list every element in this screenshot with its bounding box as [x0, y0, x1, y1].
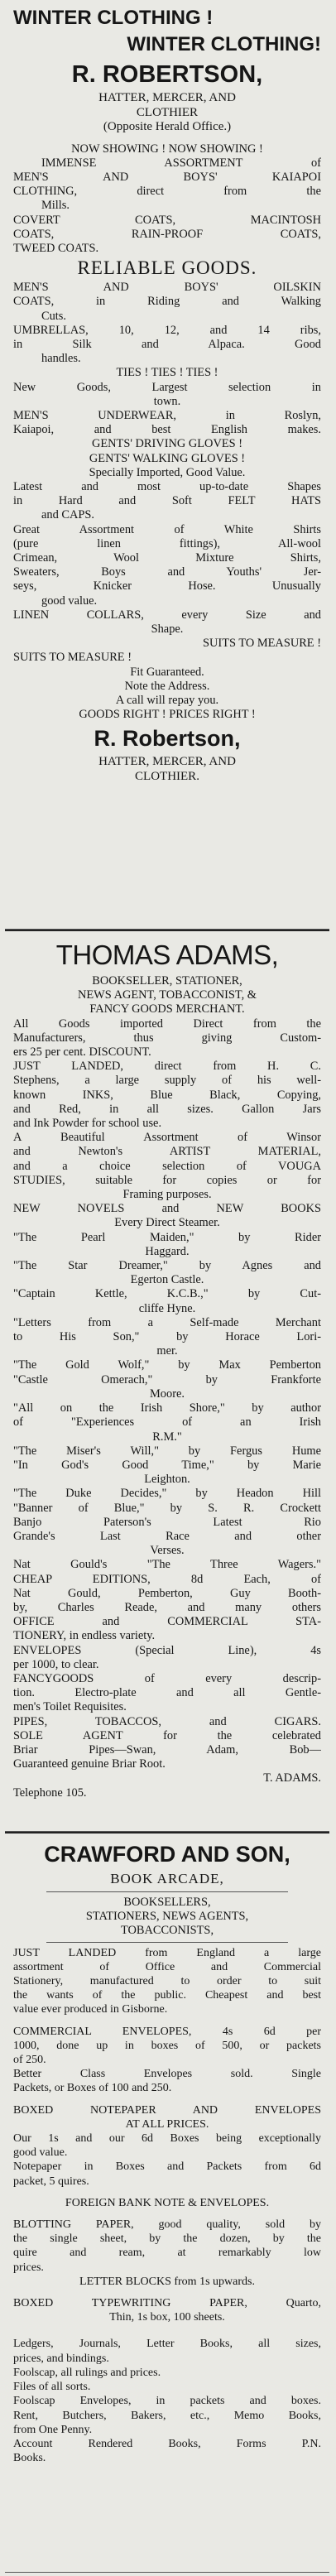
- ad-line: Rent, Butchers, Bakers, etc., Memo Books,: [13, 2409, 321, 2422]
- crawford-advertisement: [5, 1832, 329, 2573]
- ad-line: MEN'S AND BOYS' OILSKIN: [13, 281, 321, 295]
- crawford-tag-1: BOOKSELLERS,: [123, 1896, 211, 1909]
- adams-line: FANCYGOODS of every descrip-: [13, 1671, 321, 1685]
- adams-line: Verses.: [150, 1544, 185, 1558]
- adams-line: men's Toilet Requisites.: [13, 1700, 127, 1714]
- adams-line: Briar Pipes—Swan, Adam, Bob—: [13, 1742, 321, 1757]
- robertson-name-footer: R. Robertson,: [94, 726, 241, 752]
- ad-line: A call will repay you.: [115, 694, 219, 708]
- adams-line: "Captain Kettle, K.C.B.," by Cut-: [13, 1287, 321, 1301]
- adams-line: A Beautiful Assortment of Winsor: [13, 1131, 321, 1145]
- ad-line: Specially Imported, Good Value.: [89, 465, 246, 479]
- ad-line: Packets, or Boxes of 100 and 250.: [13, 2082, 172, 2095]
- adams-line: TIONERY, in endless variety.: [13, 1629, 156, 1643]
- ad-line: GENTS' WALKING GLOVES !: [89, 451, 246, 465]
- adams-line: of "Experiences of an Irish: [13, 1415, 321, 1430]
- ad-line: TWEED COATS.: [13, 241, 99, 255]
- ad-line: Our 1s and our 6d Boxes being exceptionally: [13, 2132, 321, 2146]
- adams-line: R.M.": [152, 1430, 182, 1444]
- ad-line: Sweaters, Boys and Youths' Jer-: [13, 565, 321, 579]
- ad-line: LINEN COLLARS, every Size and: [13, 608, 321, 622]
- ad-line: COMMERCIAL ENVELOPES, 4s 6d per: [13, 2025, 321, 2038]
- ad-line: COATS, in Riding and Walking: [13, 295, 321, 309]
- adams-line: Haggard.: [145, 1244, 190, 1258]
- robertson-name: R. ROBERTSON,: [71, 61, 263, 88]
- adams-line: FANCY GOODS MERCHANT.: [89, 1002, 245, 1016]
- adams-line: JUST LANDED, direct from H. C.: [13, 1060, 321, 1074]
- ad-line: Foolscap, all rulings and prices.: [13, 2366, 161, 2379]
- adams-line: PIPES, TOBACCOS, and CIGARS.: [13, 1714, 321, 1728]
- winter-clothing-heading-1: WINTER CLOTHING !: [13, 7, 214, 29]
- ad-line: FOREIGN BANK NOTE & ENVELOPES.: [65, 2196, 270, 2209]
- ad-line: Better Class Envelopes sold. Single: [13, 2068, 321, 2081]
- robertson-address: (Opposite Herald Office.): [103, 120, 232, 133]
- ad-line: Notepaper in Boxes and Packets from 6d: [13, 2160, 321, 2174]
- ad-line: GOODS RIGHT ! PRICES RIGHT !: [79, 708, 256, 722]
- robertson-trade-2: CLOTHIER: [136, 105, 199, 119]
- adams-line: SOLE AGENT for the celebrated: [13, 1728, 321, 1742]
- adams-line: mer.: [156, 1344, 178, 1358]
- adams-line: "In God's Good Time," by Marie: [13, 1458, 321, 1472]
- ad-line: Kaiapoi, and best English makes.: [13, 423, 321, 437]
- adams-line: Leighton.: [144, 1473, 190, 1487]
- ad-line: MEN'S UNDERWEAR, in Roslyn,: [13, 408, 321, 422]
- adams-line: Manufacturers, thus giving Custom-: [13, 1031, 321, 1045]
- adams-line: and Ink Powder for school use.: [13, 1117, 162, 1131]
- ad-line: BOXED TYPEWRITING PAPER, Quarto,: [13, 2297, 321, 2310]
- reliable-goods-heading: RELIABLE GOODS.: [77, 257, 257, 279]
- adams-line: and Newton's ARTIST MATERIAL,: [13, 1145, 321, 1159]
- adams-line: NEW NOVELS and NEW BOOKS: [13, 1202, 321, 1216]
- ad-line: BLOTTING PAPER, good quality, sold by: [13, 2218, 321, 2232]
- adams-name: THOMAS ADAMS,: [55, 940, 279, 970]
- book-arcade-heading: BOOK ARCADE,: [110, 1871, 224, 1886]
- adams-line: per 1000, to clear.: [13, 1657, 99, 1671]
- ad-line: the wants of the public. Cheapest and best: [13, 1989, 321, 2002]
- adams-line: T. ADAMS.: [263, 1771, 321, 1785]
- ad-line: the single sheet, by the dozen, by the: [13, 2232, 321, 2246]
- adams-line: Nat Gould, Pemberton, Guy Booth-: [13, 1586, 321, 1600]
- ad-line: prices.: [13, 2261, 44, 2274]
- ad-line: Shape.: [151, 622, 184, 636]
- ad-line: Thin, 1s box, 100 sheets.: [109, 2311, 225, 2324]
- adams-line: known INKS, Blue Black, Copying,: [13, 1088, 321, 1102]
- ad-line: Latest and most up-to-date Shapes: [13, 479, 321, 493]
- ad-line: Fit Guaranteed.: [130, 665, 204, 679]
- adams-line: Egerton Castle.: [130, 1273, 204, 1287]
- adams-line: Stephens, a large supply of his well-: [13, 1074, 321, 1088]
- ad-line: New Goods, Largest selection in: [13, 380, 321, 394]
- adams-body: [13, 974, 321, 1800]
- ad-line: in Hard and Soft FELT HATS: [13, 494, 321, 508]
- adams-line: Grande's Last Race and other: [13, 1529, 321, 1543]
- adams-line: "Banner of Blue," by S. R. Crockett: [13, 1501, 321, 1515]
- adams-line: to His Son," by Horace Lori-: [13, 1330, 321, 1344]
- robertson-footer-trade-2: CLOTHIER.: [135, 769, 199, 783]
- ad-line: Books.: [13, 2452, 46, 2465]
- ties-line: TIES ! TIES ! TIES !: [116, 366, 218, 380]
- ad-line: Great Assortment of White Shirts: [13, 522, 321, 536]
- ad-line: Foolscap Envelopes, in packets and boxes.: [13, 2395, 321, 2408]
- ad-line: SUITS TO MEASURE !: [13, 651, 132, 665]
- ad-line: Note the Address.: [124, 679, 210, 693]
- ad-line: SUITS TO MEASURE !: [203, 637, 321, 651]
- ad-line: GENTS' DRIVING GLOVES !: [91, 437, 243, 451]
- ad-line: prices, and bindings.: [13, 2352, 109, 2365]
- adams-line: "The Star Dreamer," by Agnes and: [13, 1259, 321, 1273]
- ad-line: and CAPS.: [41, 508, 94, 522]
- ad-line: COATS, RAIN-PROOF COATS,: [13, 227, 321, 241]
- robertson-trade-1: HATTER, MERCER, AND: [98, 91, 236, 104]
- adams-line: OFFICE and COMMERCIAL STA-: [13, 1615, 321, 1629]
- adams-line: "Castle Omerach," by Frankforte: [13, 1372, 321, 1387]
- ad-line: value ever produced in Gisborne.: [13, 2003, 168, 2016]
- adams-line: BOOKSELLER, STATIONER,: [92, 974, 242, 988]
- ad-line: Cuts.: [41, 309, 66, 323]
- robertson-footer-trade-1: HATTER, MERCER, AND: [98, 755, 236, 769]
- adams-line: "Letters from a Self-made Merchant: [13, 1315, 321, 1329]
- ad-line: assortment of Office and Commercial: [13, 1960, 321, 1973]
- ad-line: Account Rendered Books, Forms P.N.: [13, 2437, 321, 2450]
- ad-line: handles.: [41, 352, 81, 366]
- adams-line: Telephone 105.: [13, 1785, 87, 1800]
- adams-line: Framing purposes.: [122, 1188, 212, 1202]
- ad-line: AT ALL PRICES.: [125, 2117, 209, 2131]
- ad-line: Ledgers, Journals, Letter Books, all sizes,: [13, 2338, 321, 2351]
- robertson-advertisement: [5, 0, 329, 930]
- ad-line: NOW SHOWING ! NOW SHOWING !: [71, 142, 263, 156]
- adams-line: tion. Electro-plate and all Gentle-: [13, 1686, 321, 1700]
- ad-line: town.: [153, 394, 181, 408]
- ad-line: 1000, done up in boxes of 500, or packets: [13, 2039, 321, 2052]
- adams-line: Banjo Paterson's Latest Rio: [13, 1515, 321, 1529]
- ad-line: IMMENSE ASSORTMENT of: [41, 156, 321, 170]
- adams-line: and Red, in all sizes. Gallon Jars: [13, 1102, 321, 1116]
- adams-line: "The Miser's Will," by Fergus Hume: [13, 1444, 321, 1458]
- adams-line: cliffe Hyne.: [138, 1301, 196, 1315]
- adams-line: Guaranteed genuine Briar Root.: [13, 1757, 166, 1771]
- adams-line: "The Duke Decides," by Headon Hill: [13, 1487, 321, 1501]
- adams-line: ers 25 per cent. DISCOUNT.: [13, 1045, 151, 1060]
- adams-line: NEWS AGENT, TOBACCONIST, &: [78, 988, 257, 1002]
- winter-clothing-heading-2: WINTER CLOTHING!: [127, 33, 321, 55]
- crawford-name: CRAWFORD AND SON,: [44, 1842, 290, 1867]
- ad-line: of 250.: [13, 2054, 46, 2067]
- adams-advertisement: [5, 930, 329, 1832]
- adams-line: by, Charles Reade, and many others: [13, 1600, 321, 1614]
- ad-line: Crimean, Wool Mixture Shirts,: [13, 550, 321, 565]
- ad-line: packet, 5 quires.: [13, 2175, 89, 2188]
- ad-line: quire and ream, at remarkably low: [13, 2247, 321, 2260]
- ad-line: LETTER BLOCKS from 1s upwards.: [79, 2275, 255, 2288]
- ad-line: JUST LANDED from England a large: [13, 1946, 321, 1959]
- ad-line: good value.: [41, 594, 98, 608]
- ad-line: CLOTHING, direct from the: [13, 185, 321, 199]
- adams-line: All Goods imported Direct from the: [13, 1016, 321, 1031]
- adams-line: "All on the Irish Shore," by author: [13, 1401, 321, 1415]
- adams-line: Moore.: [150, 1387, 185, 1401]
- adams-line: Every Direct Steamer.: [114, 1216, 220, 1230]
- adams-line: ENVELOPES (Special Line), 4s: [13, 1643, 321, 1657]
- crawford-tag-2: STATIONERS, NEWS AGENTS,: [85, 1910, 249, 1924]
- ad-line: in Silk and Alpaca. Good: [13, 337, 321, 351]
- ad-line: UMBRELLAS, 10, 12, and 14 ribs,: [13, 323, 321, 337]
- ad-line: BOXED NOTEPAPER AND ENVELOPES: [13, 2103, 321, 2117]
- crawford-tag-3: TOBACCONISTS,: [120, 1924, 214, 1938]
- ad-line: MEN'S AND BOYS' KAIAPOI: [13, 170, 321, 184]
- adams-line: "The Gold Wolf," by Max Pemberton: [13, 1358, 321, 1372]
- ad-line: (pure linen fittings), All-wool: [13, 536, 321, 550]
- adams-line: STUDIES, suitable for copies or for: [13, 1173, 321, 1187]
- adams-line: Nat Gould's "The Three Wagers.": [13, 1558, 321, 1572]
- ad-line: COVERT COATS, MACINTOSH: [13, 213, 321, 227]
- ad-line: seys, Knicker Hose. Unusually: [13, 579, 321, 594]
- adams-line: CHEAP EDITIONS, 8d Each, of: [13, 1572, 321, 1586]
- adams-line: "The Pearl Maiden," by Rider: [13, 1230, 321, 1244]
- adams-line: and a choice selection of VOUGA: [13, 1159, 321, 1173]
- ad-line: Stationery, manufactured to order to suit: [13, 1975, 321, 1988]
- ad-line: Files of all sorts.: [13, 2381, 91, 2394]
- ad-line: from One Penny.: [13, 2423, 93, 2436]
- ad-line: Mills.: [41, 199, 70, 213]
- newspaper-column: [5, 0, 329, 2576]
- ad-line: good value.: [13, 2146, 68, 2160]
